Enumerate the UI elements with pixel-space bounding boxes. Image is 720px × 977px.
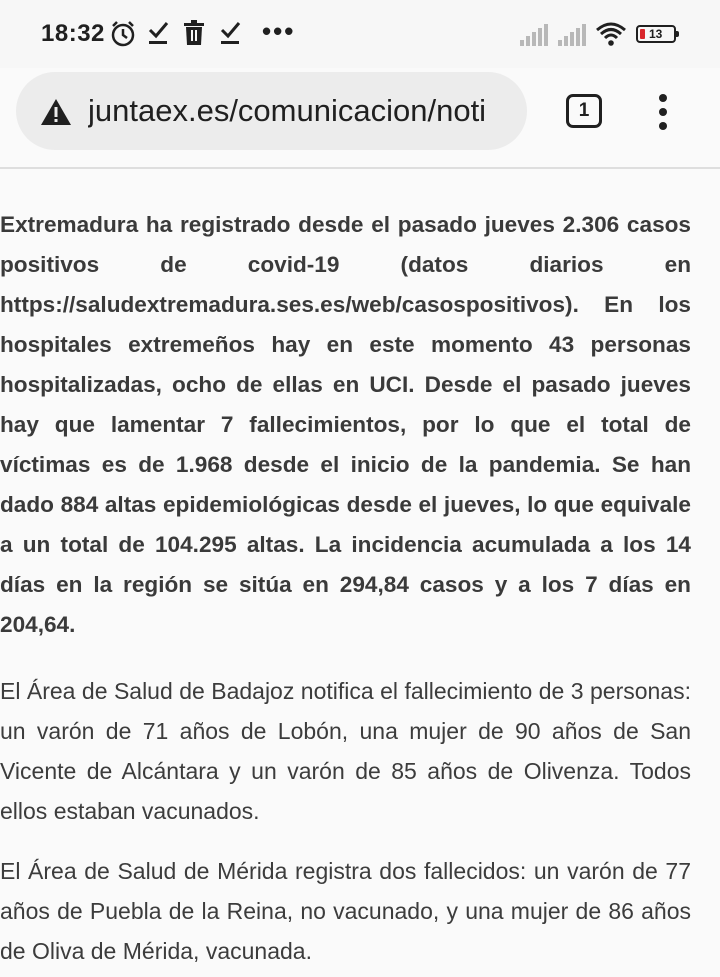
download-done-icon	[219, 20, 241, 46]
alarm-icon	[110, 20, 136, 48]
wifi-icon	[596, 22, 626, 46]
overflow-menu-button[interactable]	[650, 94, 678, 130]
battery-level: 13	[649, 27, 663, 41]
tab-switcher-button[interactable]: 1	[566, 94, 602, 128]
status-time: 18:32	[41, 20, 105, 47]
signal-icon	[520, 24, 550, 46]
url-text[interactable]: juntaex.es/comunicacion/noti	[88, 93, 487, 128]
article-paragraph-merida: El Área de Salud de Mérida registra dos fallecidos: un varón de 77 años de Puebla de la Reina, no vacunado, y una mujer de 86 años de Oliva de Mérida, vacunada.	[0, 858, 691, 964]
toolbar-divider	[0, 167, 720, 169]
battery-icon	[636, 25, 676, 43]
address-bar[interactable]	[16, 72, 527, 150]
article-paragraph-summary: Extremadura ha registrado desde el pasado jueves 2.306 casos positivos de covid-19 (datos diarios en https://saludextremadura.ses.es/web/casospositivos). En los hospitales extremeños hay en este momento 43 personas hospitalizadas, ocho de ellas en UCI. Desde el pasado jueves hay que lamentar 7 fallecimientos, por lo que el total de víctimas es de 1.968 desde el inicio de la pandemia. Se han dado 884 altas epidemiológicas desde el jueves, lo que equivale a un total de 104.295 altas. La incidencia acumulada a los 14 días en la región se sitúa en 294,84 casos y a los 7 días en 204,64.	[0, 212, 691, 637]
not-secure-warning-icon[interactable]	[40, 98, 72, 126]
status-bar	[0, 0, 720, 68]
signal-icon	[558, 24, 588, 46]
download-done-icon	[147, 20, 169, 46]
article-body	[0, 205, 691, 971]
article-paragraph-badajoz: El Área de Salud de Badajoz notifica el fallecimiento de 3 personas: un varón de 71 años de Lobón, una mujer de 90 años de San Vicente de Alcántara y un varón de 85 años de Olivenza. Todos ellos estaban vacunados.	[0, 678, 691, 824]
more-notifications-icon: •••	[262, 16, 296, 46]
trash-icon	[183, 20, 205, 46]
